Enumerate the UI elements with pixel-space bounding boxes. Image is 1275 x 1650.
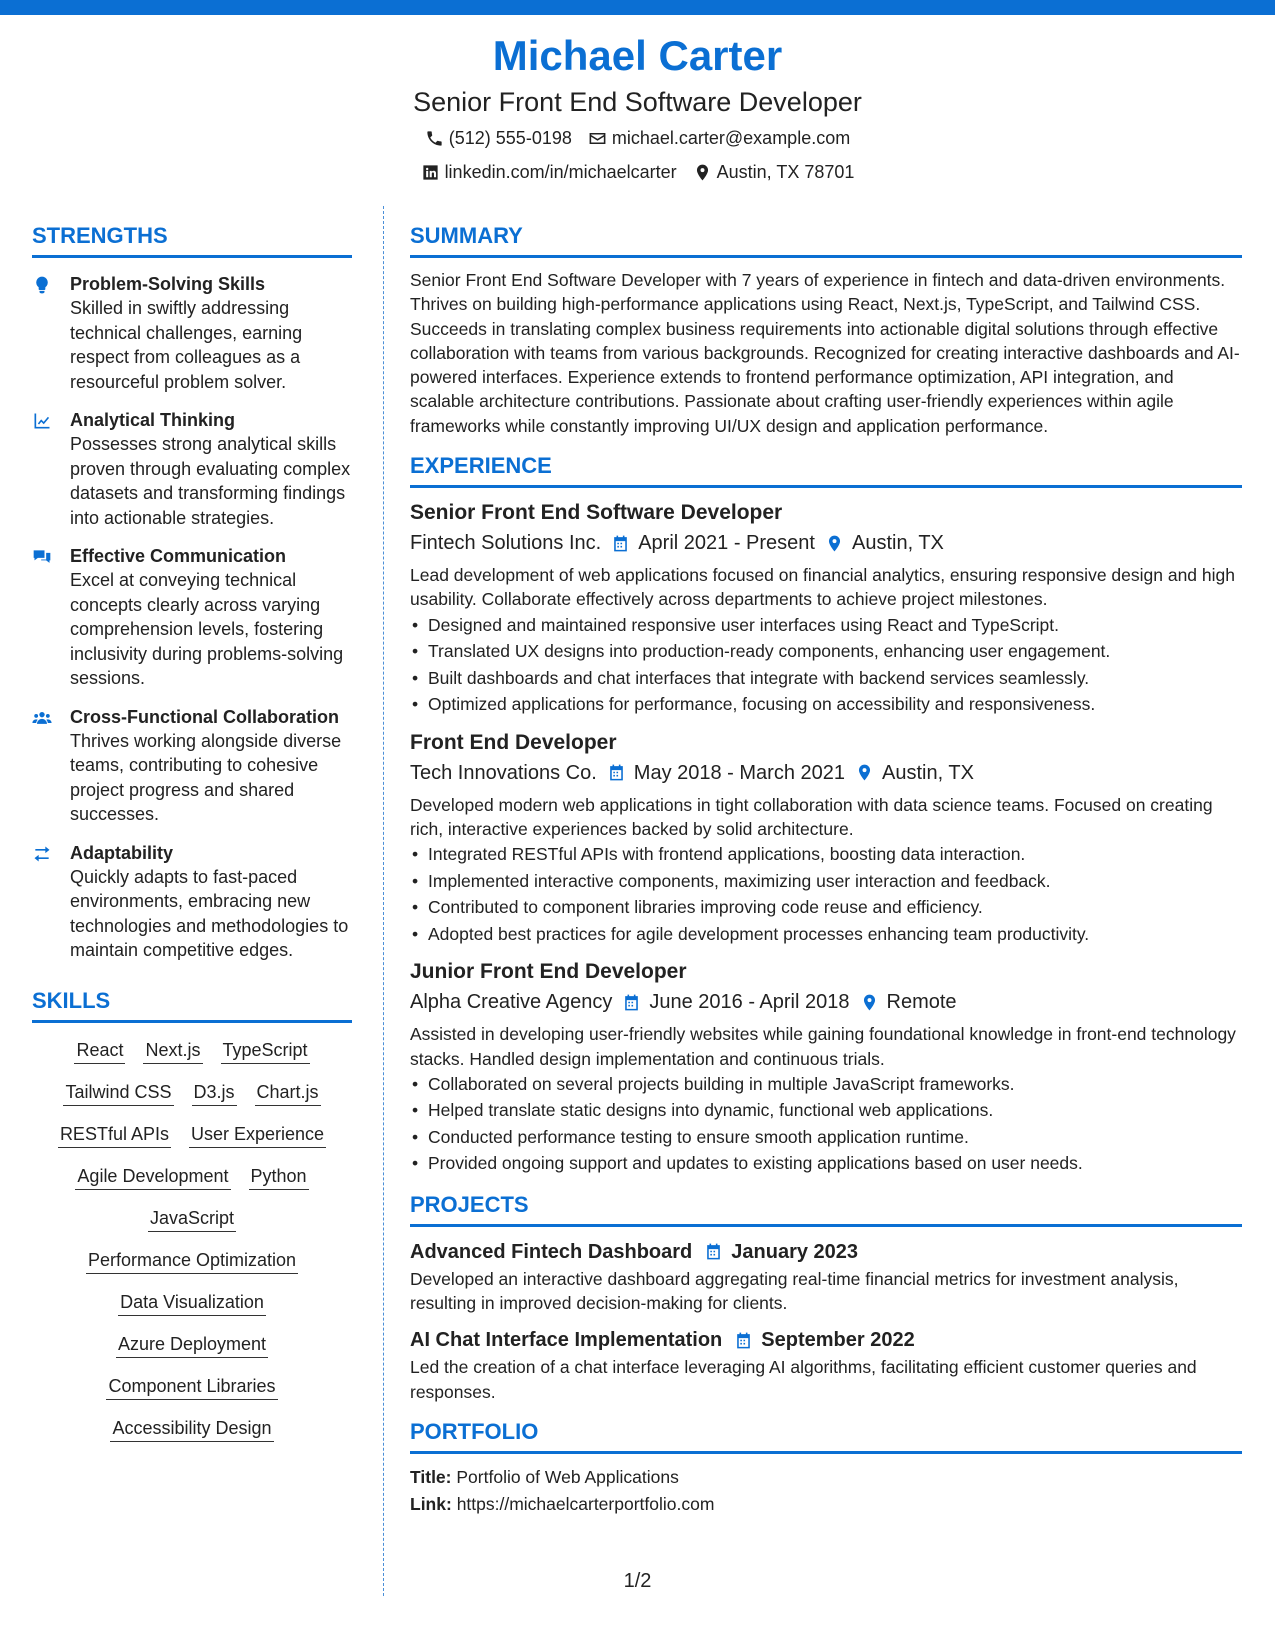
phone-icon	[425, 129, 444, 148]
job-description: Assisted in developing user-friendly websites while gaining foundational knowledge in front-end technology stacks. Handled design implementation and continuous trials.	[410, 1024, 1236, 1069]
job-dates: April 2021 - Present	[638, 532, 815, 555]
project-description: Developed an interactive dashboard aggregating real-time financial metrics for investment analysis, resulting in improved decision-making for clients.	[410, 1268, 1179, 1314]
contact-row-1	[0, 123, 1275, 154]
job-title: Senior Front End Software Developer	[410, 501, 783, 525]
job-location: Remote	[886, 991, 957, 1014]
strength-title: Problem-Solving Skills	[70, 274, 266, 294]
list-item: • Contributed to component libraries improving code reuse and efficiency.	[410, 894, 1242, 921]
list-item: • Designed and maintained responsive user interfaces using React and TypeScript.	[410, 612, 1242, 639]
job-bullets	[410, 612, 1242, 718]
job-description: Developed modern web applications in tight collaboration with data science teams. Focused on creating rich, interactive experiences backed by solid architecture.	[410, 794, 1213, 839]
strength-desc: Excel at conveying technical concepts clearly across varying comprehension levels, fostering inclusivity during problems-solving sessions.	[70, 570, 344, 688]
skill-tag: Tailwind CSS	[63, 1079, 173, 1106]
candidate-name: Michael Carter	[492, 32, 783, 79]
project-header	[410, 1325, 1242, 1355]
portfolio-link-line	[410, 1491, 1242, 1518]
skill-row	[32, 1121, 352, 1148]
portfolio-link-label: Link:	[410, 1494, 452, 1515]
location-contact	[693, 157, 855, 188]
job-dates: June 2016 - April 2018	[649, 991, 850, 1014]
project-entry	[410, 1237, 1242, 1316]
job-company: Alpha Creative Agency	[410, 991, 613, 1014]
skills-list	[32, 1037, 352, 1442]
job-meta	[410, 987, 1242, 1017]
job-company: Fintech Solutions Inc.	[410, 532, 602, 555]
list-item: • Helped translate static designs into dynamic, functional web applications.	[410, 1097, 1242, 1124]
linkedin-icon	[421, 163, 440, 182]
strength-title: Analytical Thinking	[70, 410, 236, 430]
portfolio-title-line	[410, 1464, 1242, 1491]
project-date: January 2023	[731, 1240, 859, 1263]
skills-heading: SKILLS	[32, 987, 352, 1023]
calendar-icon	[607, 763, 626, 782]
skill-tag: Data Visualization	[118, 1289, 266, 1316]
arrows-exchange-icon	[32, 844, 52, 864]
skill-tag: Accessibility Design	[110, 1415, 273, 1442]
portfolio-details	[410, 1464, 1242, 1518]
summary-heading: SUMMARY	[410, 222, 1242, 258]
page-number: 1/2	[623, 1570, 652, 1592]
strength-item	[32, 272, 352, 394]
skill-tag: User Experience	[189, 1121, 326, 1148]
skill-tag: Python	[249, 1163, 309, 1190]
map-pin-icon	[693, 163, 712, 182]
job-title: Junior Front End Developer	[410, 960, 687, 984]
projects-heading: PROJECTS	[410, 1191, 1242, 1227]
strength-title: Cross-Functional Collaboration	[70, 706, 340, 727]
strengths-heading: STRENGTHS	[32, 222, 352, 258]
calendar-icon	[622, 993, 641, 1012]
skill-tag: RESTful APIs	[58, 1121, 171, 1148]
skill-tag: React	[74, 1037, 125, 1064]
job-location: Austin, TX	[882, 761, 974, 784]
list-item: • Adopted best practices for agile development processes enhancing team productivity.	[410, 921, 1242, 948]
email-contact[interactable]	[588, 123, 850, 154]
job-bullets	[410, 1071, 1242, 1177]
calendar-icon	[704, 1242, 723, 1261]
portfolio-title-label: Title:	[410, 1467, 452, 1488]
calendar-icon	[611, 534, 630, 553]
job-title: Front End Developer	[410, 730, 617, 754]
job-company: Tech Innovations Co.	[410, 761, 597, 784]
lightbulb-icon	[32, 275, 52, 295]
strength-item	[32, 544, 352, 691]
envelope-icon	[588, 129, 607, 148]
strength-title: Adaptability	[70, 842, 174, 863]
strength-desc: Possesses strong analytical skills proven through evaluating complex datasets and transforming findings into actionable strategies.	[70, 434, 351, 528]
experience-heading: EXPERIENCE	[410, 452, 1242, 488]
list-item: • Collaborated on several projects building in multiple JavaScript frameworks.	[410, 1071, 1242, 1098]
location-text: Austin, TX 78701	[716, 162, 855, 182]
map-pin-icon	[860, 993, 879, 1012]
strength-desc: Skilled in swiftly addressing technical challenges, earning respect from colleagues as a resourceful problem solver.	[70, 298, 303, 392]
job-meta	[410, 528, 1242, 558]
map-pin-icon	[825, 534, 844, 553]
contact-row-2	[0, 157, 1275, 188]
portfolio-title-value: Portfolio of Web Applications	[456, 1467, 679, 1488]
job-description: Lead development of web applications focused on financial analytics, ensuring responsive design and high usability. Collaborate effectively across departments to achieve project milestones.	[410, 565, 1235, 610]
project-date: September 2022	[761, 1329, 915, 1352]
job-dates: May 2018 - March 2021	[633, 761, 846, 784]
skill-tag: Agile Development	[75, 1163, 230, 1190]
job-bullets	[410, 841, 1242, 947]
skill-row	[32, 1205, 352, 1232]
project-entry	[410, 1325, 1242, 1404]
job-entry	[410, 498, 1242, 718]
list-item: • Implemented interactive components, maximizing user interaction and feedback.	[410, 868, 1242, 895]
skill-tag: Azure Deployment	[116, 1331, 268, 1358]
strength-item	[32, 705, 352, 827]
skill-tag: Chart.js	[255, 1079, 321, 1106]
phone-contact[interactable]	[425, 123, 572, 154]
skill-row	[32, 1415, 352, 1442]
map-pin-icon	[855, 763, 874, 782]
email-text: michael.carter@example.com	[611, 128, 851, 148]
list-item: • Optimized applications for performance, focusing on accessibility and responsiveness.	[410, 691, 1242, 718]
skill-tag: TypeScript	[221, 1037, 310, 1064]
project-header	[410, 1237, 1242, 1267]
skill-row	[32, 1373, 352, 1400]
resume-header	[0, 28, 1275, 188]
list-item: • Integrated RESTful APIs with frontend applications, boosting data interaction.	[410, 841, 1242, 868]
line-chart-icon	[32, 411, 52, 431]
skill-tag: D3.js	[192, 1079, 237, 1106]
strength-item	[32, 841, 352, 963]
project-name: Advanced Fintech Dashboard	[410, 1240, 693, 1263]
calendar-icon	[734, 1331, 753, 1350]
skill-row	[32, 1289, 352, 1316]
job-entry	[410, 957, 1242, 1177]
summary-text: Senior Front End Software Developer with 7 years of experience in fintech and data-driven environments. Thrives on building high-performance applications using React, Next.js, TypeScript, and Tailwind CSS. Succeeds in translating complex business requirements into actionable digital solutions through effective collaboration with teams from various backgrounds. Recognized for creating interactive dashboards and AI-powered interfaces. Experience extends to frontend performance optimization, API integration, and scalable architecture contributions. Passionate about crafting user-friendly experiences within agile frameworks while constantly improving UI/UX design and application performance.	[410, 270, 1240, 436]
right-column	[410, 222, 1242, 1518]
skill-tag: Performance Optimization	[86, 1247, 298, 1274]
list-item: • Translated UX designs into production-ready components, enhancing user engagement.	[410, 638, 1242, 665]
project-description: Led the creation of a chat interface leveraging AI algorithms, facilitating efficient customer queries and responses.	[410, 1357, 1197, 1402]
strength-title: Effective Communication	[70, 546, 287, 566]
list-item: • Provided ongoing support and updates to existing applications based on user needs.	[410, 1150, 1242, 1177]
top-accent-bar	[0, 0, 1275, 15]
chat-bubbles-icon	[32, 547, 52, 567]
skill-row	[32, 1037, 352, 1064]
portfolio-heading: PORTFOLIO	[410, 1418, 1242, 1454]
strength-item	[32, 408, 352, 530]
portfolio-link[interactable]: https://michaelcarterportfolio.com	[456, 1494, 715, 1515]
linkedin-contact[interactable]	[421, 157, 677, 188]
skill-tag: JavaScript	[148, 1205, 236, 1232]
skill-row	[32, 1079, 352, 1106]
list-item: • Built dashboards and chat interfaces that integrate with backend services seamlessly.	[410, 665, 1242, 692]
skill-row	[32, 1247, 352, 1274]
candidate-title: Senior Front End Software Developer	[413, 87, 862, 117]
skill-tag: Next.js	[143, 1037, 202, 1064]
job-location: Austin, TX	[851, 532, 944, 555]
skill-row	[32, 1163, 352, 1190]
column-divider	[383, 206, 384, 1596]
strength-desc: Quickly adapts to fast-paced environments, embracing new technologies and methodologies to maintain competitive edges.	[70, 866, 349, 960]
list-item: • Conducted performance testing to ensure smooth application runtime.	[410, 1124, 1242, 1151]
skill-row	[32, 1331, 352, 1358]
project-name: AI Chat Interface Implementation	[410, 1329, 723, 1352]
job-meta	[410, 758, 1242, 788]
linkedin-text: linkedin.com/in/michaelcarter	[444, 162, 677, 182]
phone-text: (512) 555-0198	[448, 128, 572, 148]
job-entry	[410, 728, 1242, 948]
left-column	[32, 222, 352, 1457]
skill-tag: Component Libraries	[106, 1373, 277, 1400]
users-icon	[32, 708, 52, 728]
strength-desc: Thrives working alongside diverse teams, contributing to cohesive project progress and shared successes.	[70, 730, 342, 824]
